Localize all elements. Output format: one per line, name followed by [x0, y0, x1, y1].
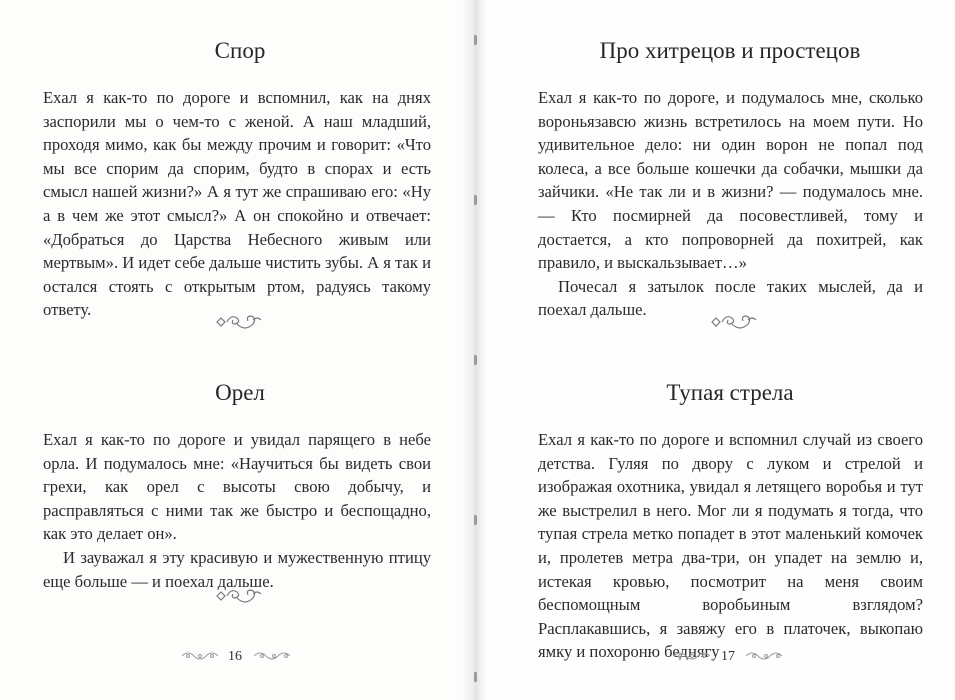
paragraph: Ехал я как-то по дороге и вспомнил случай из своего детства. Гуляя по двору с луком и стрелой и изображая охотника, увидал я летящего воробья и тут же выстрелил в него. Мог ли я подумать я тогда, что тупая стрела метко попадет в этот маленький комочек и, пролетев метра два-три, он упадет на землю и, истекая кровью, посмотрит на меня своим беспомощным воробьиным взглядом? Расплакавшись, я завяжу его в платочек, выкопаю ямку и похороню беднягу [538, 430, 923, 662]
flourish-ornament-icon [207, 582, 265, 610]
section-text-orel [43, 428, 431, 593]
binding-stitch [474, 355, 477, 365]
page-number-flourish-icon [180, 648, 222, 664]
page-number: 17 [721, 649, 735, 664]
paragraph: Почесал я затылок после таких мыслей, да и поехал дальше. [538, 276, 923, 320]
flourish-ornament-icon [702, 308, 760, 336]
paragraph: Ехал я как-то по дороге и вспомнил, как на днях заспорили мы о чем-то с женой. А наш младший, проходя мимо, как бы между прочим и говорит: «Что мы все спорим да спорим, будто в спорах и есть смысл нашей жизни?» А я тут же спрашиваю его: «Ну а в чем же этот смысл?» А он спокойно и отвечает: «Добраться до Царства Небесного живым или мертвым». И идет себе дальше чистить зубы. А я так и остался стоять с открытым ртом, радуясь такому ответу. [43, 88, 431, 320]
book-gutter [462, 0, 486, 700]
section-title-orel: Орел [215, 380, 265, 405]
binding-stitch [474, 35, 477, 45]
section-title-tupaya-strela: Тупая стрела [666, 380, 794, 405]
binding-stitch [474, 195, 477, 205]
section-title-pro-hitretsov: Про хитрецов и простецов [599, 38, 861, 63]
paragraph: Ехал я как-то по дороге и увидал парящего в небе орла. И подумалось мне: «Научиться бы видеть свои грехи, как орел с высоты свою добычу, и расправляться с ними так же быстро и беспощадно, как это делает он». [43, 430, 431, 544]
section-text-tupaya-strela [538, 428, 923, 664]
section-title-spor: Спор [214, 38, 266, 63]
paragraph: Ехал я как-то по дороге, и подумалось мне, сколько вороньязавсю жизнь встретилось на моем пути. Но удивительное дело: ни один ворон не попал под колеса, а все больше кошечки да собачки, мышки да зайчики. «Не так ли и в жизни? — подумалось мне. — Кто посмирней да посовестливей, тому и достается, а кто попроворней да похитрей, как правило, и выскальзывает…» [538, 88, 923, 273]
section-text-pro-hitretsov [538, 86, 923, 322]
section-text-spor [43, 86, 431, 322]
binding-stitch [474, 672, 477, 682]
flourish-ornament-icon [207, 308, 265, 336]
binding-stitch [474, 515, 477, 525]
page-number-flourish-icon [744, 648, 786, 664]
page-number-flourish-icon [672, 648, 714, 664]
page-number: 16 [228, 649, 242, 664]
paragraph: И зауважал я эту красивую и мужественную птицу еще больше — и поехал дальше. [43, 547, 431, 591]
page-number-flourish-icon [252, 648, 294, 664]
